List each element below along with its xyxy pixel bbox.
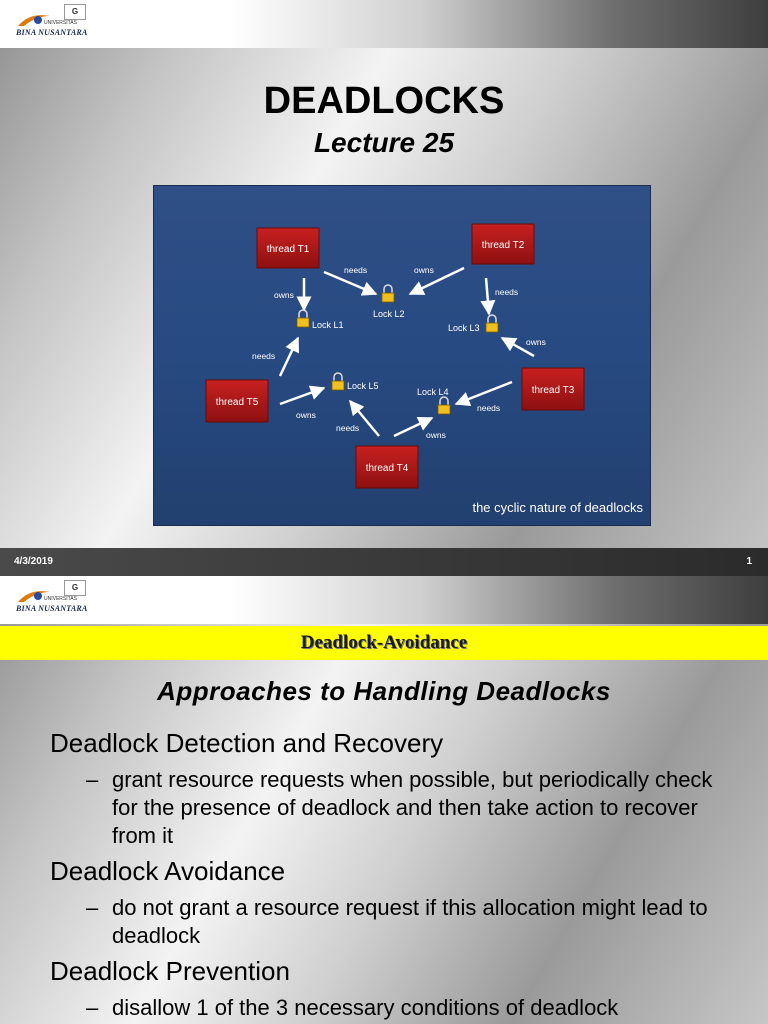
certification-badge: G	[64, 580, 86, 596]
edge-label-t2-needs: needs	[495, 287, 519, 297]
edge-label-t2-owns: owns	[414, 265, 434, 275]
slide-title: DEADLOCKS	[263, 80, 505, 122]
thread-t1-label: thread T1	[266, 244, 310, 255]
edge-label-t5-owns: owns	[296, 410, 316, 420]
deadlock-cycle-figure	[153, 185, 651, 526]
thread-t4-label: thread T4	[365, 463, 409, 474]
lock-l1-icon	[297, 310, 309, 327]
edge-label-t1-needs: needs	[344, 265, 368, 275]
bullet-dash: –	[86, 895, 99, 920]
thread-t2-label: thread T2	[481, 240, 525, 251]
footer-page-number: 1	[746, 556, 752, 567]
arrow-t5-needs-l1	[280, 338, 298, 376]
thread-t5-label: thread T5	[215, 397, 259, 408]
edge-label-t4-owns: owns	[426, 430, 446, 440]
edge-label-t5-needs: needs	[252, 351, 276, 361]
logo-text: BINA NUSANTARA	[16, 28, 88, 37]
lock-l4-label: Lock L4	[417, 387, 449, 397]
slide-title: Approaches to Handling Deadlocks	[157, 676, 611, 706]
university-logo	[10, 2, 102, 46]
slide-footer	[0, 548, 768, 576]
section-heading: Deadlock Detection and Recovery	[50, 728, 444, 758]
lock-l5-icon	[332, 373, 344, 390]
thread-t1	[257, 228, 319, 268]
bullet-item	[86, 994, 736, 1022]
lock-l5-label: Lock L5	[347, 381, 379, 391]
arrow-t2-needs-l3	[486, 278, 489, 314]
certification-badge: G	[64, 4, 86, 20]
bullet-item	[86, 766, 736, 850]
edge-label-t4-needs: needs	[336, 423, 360, 433]
lock-l1-label: Lock L1	[312, 320, 344, 330]
logo-small-text: UNIVERSITAS	[44, 596, 77, 602]
thread-t3	[522, 368, 584, 410]
bullet-text: grant resource requests when possible, but periodically check for the presence of deadlock and then take action to recover from it	[112, 767, 713, 848]
header-band	[0, 0, 768, 48]
bullet-text: do not grant a resource request if this allocation might lead to deadlock	[112, 895, 708, 948]
topic-banner-text: Deadlock-Avoidance	[300, 632, 468, 653]
bullet-item	[86, 894, 736, 950]
slide-2	[0, 576, 768, 1024]
logo-text: BINA NUSANTARA	[16, 604, 88, 613]
lock-l2-label: Lock L2	[373, 309, 405, 319]
edge-label-t1-owns: owns	[274, 290, 294, 300]
edge-label-t3-needs: needs	[477, 403, 501, 413]
logo-small-text: UNIVERSITAS	[44, 20, 77, 26]
arrow-t3-needs-l4	[456, 382, 512, 404]
header-band	[0, 576, 768, 624]
thread-t2	[472, 224, 534, 264]
slide-subtitle: Lecture 25	[313, 127, 455, 158]
section-heading: Deadlock Prevention	[50, 956, 290, 986]
section-heading: Deadlock Avoidance	[50, 856, 286, 886]
figure-caption: the cyclic nature of deadlocks	[472, 500, 643, 515]
bullet-dash: –	[86, 995, 99, 1020]
bullet-dash: –	[86, 767, 99, 792]
university-logo	[10, 578, 102, 622]
arrow-t1-needs-l2	[324, 272, 376, 294]
topic-banner	[0, 626, 768, 660]
edge-label-t3-owns: owns	[526, 337, 546, 347]
thread-t5	[206, 380, 268, 422]
lock-l3-label: Lock L3	[448, 323, 480, 333]
thread-t3-label: thread T3	[531, 385, 575, 396]
footer-date: 4/3/2019	[14, 556, 53, 567]
thread-t4	[356, 446, 418, 488]
lock-l2-icon	[382, 285, 394, 302]
lock-l3-icon	[486, 315, 498, 332]
arrow-t5-owns-l5	[280, 388, 324, 404]
deadlock-cycle-diagram	[154, 186, 652, 527]
lock-l4-icon	[438, 397, 450, 414]
bullet-text: disallow 1 of the 3 necessary conditions of deadlock	[112, 995, 619, 1020]
